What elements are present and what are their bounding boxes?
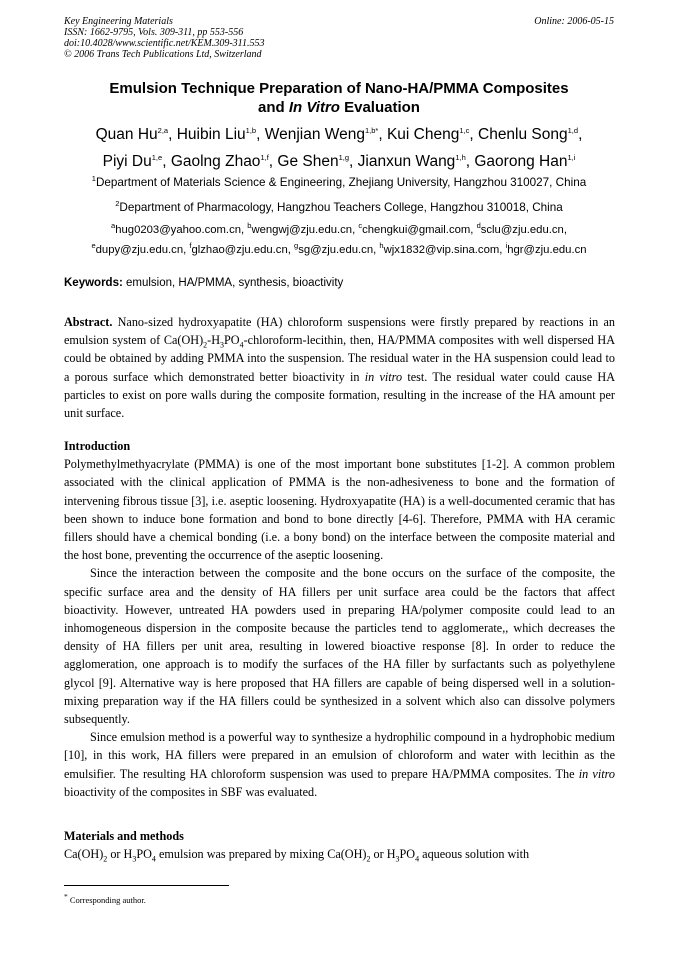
author: Chenlu Song$^{1,d}$ [478,125,579,143]
online-date: Online: 2006-05-15 [534,16,614,27]
email: $^e$dupy@zju.edu.cn [91,241,184,256]
issn-line: ISSN: 1662-9795, Vols. 309-311, pp 553-556 [64,27,244,38]
section-heading: Introduction [64,439,131,453]
email-line-2: $^e$dupy@zju.edu.cn, $^f$glzhao@zju.edu.cn, $^g$sg@zju.edu.cn, $^h$wjx1832@vip.sina.com, $^i$hgr@zju.edu.cn [91,241,587,256]
abstract-paragraph: Abstract. Nano-sized hydroxyapatite (HA) chloroform suspensions were firstly prepared by reactions in an emulsion system of $Ca(OH)_2-H_3PO_4-chloroform$-lecithin, then, HA/PMMA composites with well dispersed HA could be obtained by adding PMMA into the suspension. The residual water in the HA suspension could lead to a porous surface which demonstrated better bioactivity in in vitro test. The residual water could cause HA particles to exist on pore walls during the composite formation, resulting in the increase of the HA amount per unit surface. [64,315,616,421]
author: Kui Cheng$^{1,c}$ [386,125,470,143]
email: $^c$chengkui@gmail.com [358,221,471,236]
author: Gaorong Han$^{1,i}$ [474,152,576,170]
footnote: * Corresponding author. [64,892,146,905]
author: Wenjian Weng$^{1,b*}$ [264,125,379,143]
abstract [64,313,615,422]
email-line-1: $^a$hug0203@yahoo.com.cn, $^b$wengwj@zju.edu.cn, $^c$chengkui@gmail.com, $^d$sclu@zju.edu.cn, [111,221,567,236]
email: $^b$wengwj@zju.edu.cn [247,221,353,236]
keywords [64,277,343,289]
author: Quan Hu$^{2,a}$ [95,125,169,143]
title-line-1: Emulsion Technique Preparation of Nano-HA/PMMA Composites [109,80,569,97]
paper-title [40,79,638,117]
paragraph: Since emulsion method is a powerful way to synthesize a hydrophilic compound in a hydrophobic medium [10], in this work, HA fillers were prepared in an emulsion of chloroform and water with lecithin as the emulsifier. The resulting HA chloroform suspension was used to prepare HA/PMMA composites. The in vitro bioactivity of the composites in SBF was evaluated. [64,730,615,799]
email: $^f$glzhao@zju.edu.cn [189,241,288,256]
email: $^d$sclu@zju.edu.cn [476,221,564,236]
affiliation-2: $^2$Department of Pharmacology, Hangzhou Teachers College, Hangzhou 310018, China [115,199,563,214]
methods-section [64,827,615,863]
page-header [64,16,614,60]
keywords-text: emulsion, HA/PMMA, synthesis, bioactivity [122,277,344,289]
author: Piyi Du$^{1,e}$ [102,152,163,170]
introduction-section [64,437,615,801]
title-text: and [258,99,289,116]
section-heading: Materials and methods [64,829,184,843]
email-list [30,220,648,260]
email: $^a$hug0203@yahoo.com.cn [111,221,241,236]
author: Jianxun Wang$^{1,h}$ [357,152,466,170]
paragraph: Polymethylmethyacrylate (PMMA) is one of the most important bone substitutes [1-2]. A common problem associated with the clinical application of PMMA is the non-adhesiveness to bone and the formation of intervening fibrous tissue [3], i.e. aseptic loosening. Hydroxyapatite (HA) is a well-documented ceramic that has been shown to induce bone formation and bond to bone directly [4-6]. Therefore, PMMA with HA ceramic fillers should have a chemical bonding (i.e. a bony bond) on the interface between the composite material and the host bone, preventing the occurrence of the aseptic loosening. [64,457,615,563]
author: Ge Shen$^{1,g}$ [277,152,350,170]
email: $^g$sg@zju.edu.cn [294,241,374,256]
author: Gaolng Zhao$^{1,f}$ [170,152,269,170]
copyright-line: © 2006 Trans Tech Publications Ltd, Switzerland [64,49,262,60]
paragraph: $Ca(OH)_2$ or $H_3PO_4$ emulsion was prepared by mixing $Ca(OH)_2$ or $H_3PO_4$ aqueous solution with [64,847,530,864]
title-text: Evaluation [339,99,420,116]
title-italic: In Vitro [288,99,340,116]
footnote-rule [64,885,229,886]
keywords-label: Keywords: [64,277,123,289]
journal-name: Key Engineering Materials [64,16,173,27]
email: $^i$hgr@zju.edu.cn [505,241,587,256]
author-list [40,121,638,175]
author-line-1: Quan Hu$^{2,a}$, Huibin Liu$^{1,b}$, Wenjian Weng$^{1,b*}$, Kui Cheng$^{1,c}$, Chenlu Song$^{1,d}$, [95,125,583,143]
paragraph: Since the interaction between the composite and the bone occurs on the surface of the composite, the specific surface area and the density of HA fillers per unit surface area could be the factors that affect bioactivity. However, untreated HA powders used in preparing HA/polymer composite could lead to an inhomogeneous dispersion in the composite because the particles tend to agglomerate,, which decreases the density of HA fillers per unit area, resulting in lowered bioactive response [8]. In order to reduce the agglomeration, one approach is to modify the surfaces of the HA filler by surfactants such as polyethylene glycol [9]. Alternative way is here proposed that HA fillers are capable of being dispersed well in a solution-mixing preparation way if the HA fillers could be synthesized in a solvent which also can dissolve polymers subsequently. [64,566,615,727]
email: $^h$wjx1832@vip.sina.com [379,241,500,256]
affiliation-1: $^1$Department of Materials Science & Engineering, Zhejiang University, Hangzhou 310027, China [91,174,587,189]
title-line-2 [40,98,638,117]
author-line-2: Piyi Du$^{1,e}$, Gaolng Zhao$^{1,f}$, Ge Shen$^{1,g}$, Jianxun Wang$^{1,h}$, Gaorong Han$^{1,i}$ [102,152,576,170]
doi-line: doi:10.4028/www.scientific.net/KEM.309-311.553 [64,38,265,49]
author: Huibin Liu$^{1,b}$ [176,125,257,143]
